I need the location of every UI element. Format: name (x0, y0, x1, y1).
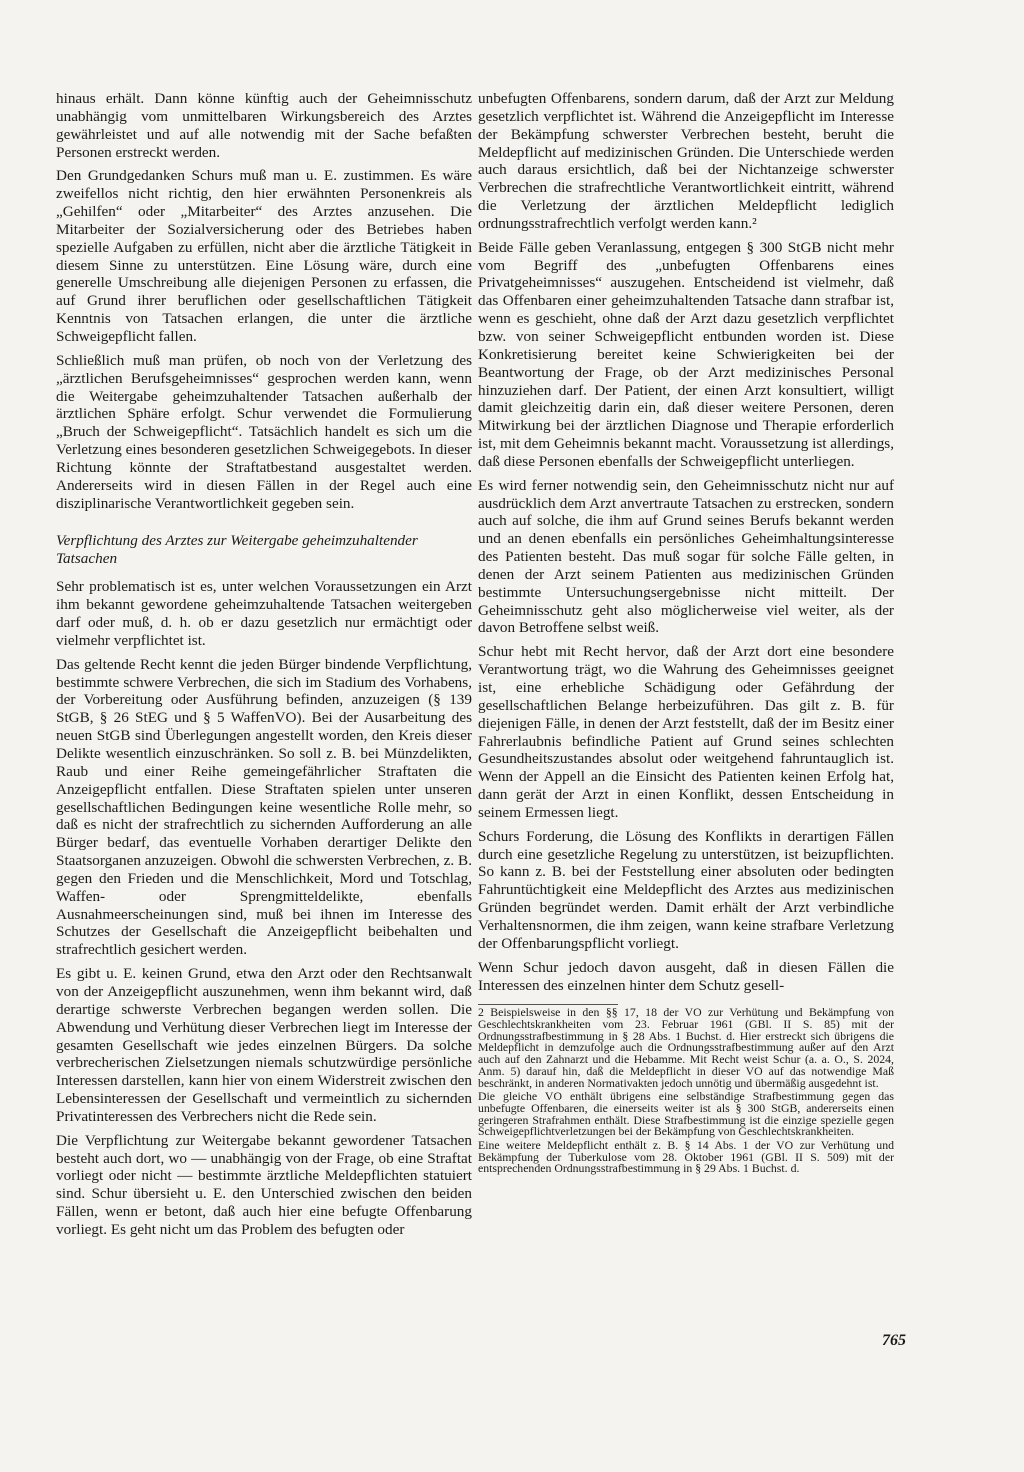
footnote: Die gleiche VO enthält übrigens eine selbständige Strafbestimmung gegen das unbefugte Offenbaren, die einerseits weiter ist als § 300 StGB, andererseits einen geringeren Strafrahmen enthält. Diese Strafbestimmung ist die einzige spezielle gegen Schweigepflichtverletzungen bei der Bekämpfung von Geschlechtskrankheiten. (478, 1089, 894, 1139)
paragraph: Die Verpflichtung zur Weitergabe bekannt gewordener Tatsachen besteht auch dort, wo — unabhängig von der Frage, ob eine Straftat vorliegt oder nicht — bestimmte ärztliche Meldepflichten statuiert sind. Schur übersieht u. E. den Unterschied zwischen den beiden Fällen, wenn er betont, daß auch hier eine befugte Offenbarung vorliegt. Es geht nicht um das Problem des befugten oder (56, 1131, 472, 1238)
paragraph: Wenn Schur jedoch davon ausgeht, daß in diesen Fällen die Interessen des einzelnen hinter dem Schutz gesell- (478, 958, 894, 994)
paragraph: Sehr problematisch ist es, unter welchen Voraussetzungen ein Arzt ihm bekannt gewordene geheimzuhaltende Tatsachen weitergeben darf oder muß, d. h. ob er dazu gesetzlich nur ermächtigt oder vielmehr verpflichtet ist. (56, 578, 472, 649)
paragraph: Das geltende Recht kennt die jeden Bürger bindende Verpflichtung, bestimmte schwere Verbrechen, die sich im Stadium des Vorhabens, der Vorbereitung oder Ausführung befinden, anzuzeigen (§ 139 StGB, § 26 StEG und § 5 WaffenVO). Bei der Ausarbeitung des neuen StGB sind Überlegungen angestellt worden, den Kreis dieser Delikte wesentlich einzuschränken. So soll z. B. bei Münzdelikten, Raub und einer Reihe gemeingefährlicher Straftaten die Anzeigepflicht entfallen. Diese Straftaten spielen unter unseren gesellschaftlichen Bedingungen keine wesentliche Rolle mehr, so daß es nicht der strafrechtlich zu sichernden Aufforderung an alle Bürger bedarf, das eventuelle Vorhaben derartiger Delikte den Staatsorganen anzuzeigen. Obwohl die schwersten Verbrechen, z. B. gegen den Frieden und die Menschlichkeit, Mord und Totschlag, Waffen- oder Sprengmitteldelikte, ebenfalls Ausnahmeerscheinungen sind, muß bei ihnen im Interesse des Schutzes der Gesellschaft die Anzeigepflicht beibehalten und strafrechtlich gesichert werden. (56, 655, 472, 959)
paragraph: Schur hebt mit Recht hervor, daß der Arzt dort eine besondere Verantwortung trägt, wo die Wahrung des Geheimnisses geeignet ist, eine erhebliche Schädigung oder Gefährdung der gesellschaftlichen Belange herbeizuführen. Das gilt z. B. für diejenigen Fälle, in denen der Arzt feststellt, daß der im Besitz einer Fahrerlaubnis befindliche Patient auf Grund seines schlechten Gesundheitszustandes absolut oder weitgehend fahruntauglich ist. Wenn der Appell an die Einsicht des Patienten keinen Erfolg hat, dann gerät der Arzt in einen Konflikt, dessen Entscheidung in seinem Ermessen liegt. (478, 643, 894, 821)
paragraph: Den Grundgedanken Schurs muß man u. E. zustimmen. Es wäre zweifellos nicht richtig, den hier erwähnten Personenkreis als „Gehilfen“ oder „Mitarbeiter“ des Arztes anzusehen. Die Mitarbeiter der Sozialversicherung oder des Betriebes haben spezielle Aufgaben zu erfüllen, nicht aber die ärztliche Tätigkeit in diesem Sinne zu unterstützen. Eine Lösung wäre, durch eine generelle Umschreibung alle diejenigen Personen zu erfassen, die auf Grund ihrer beruflichen oder gesellschaftlichen Tätigkeit Kenntnis von Tatsachen erlangen, die unter die ärztliche Schweigepflicht fallen. (56, 167, 472, 345)
paragraph: hinaus erhält. Dann könne künftig auch der Geheimnisschutz unabhängig vom unmittelbaren Wirkungsbereich des Arztes gewährleistet und auf alle notwendig mit der Sache befaßten Personen erstreckt werden. (56, 90, 472, 161)
paragraph: Schließlich muß man prüfen, ob noch von der Verletzung des „ärztlichen Berufsgeheimnisses“ gesprochen werden kann, wenn die Weitergabe geheimzuhaltender Tatsachen außerhalb der ärztlichen Sphäre erfolgt. Schur verwendet die Formulierung „Bruch der Schweigepflicht“. Tatsächlich handelt es sich um die Verletzung eines besonderen gesetzlichen Schweigegebots. In dieser Richtung könnte der Straftatbestand ausgestaltet werden. Andererseits wird in diesen Fällen in der Regel auch eine disziplinarische Verantwortlichkeit gegeben sein. (56, 351, 472, 512)
footnote: Eine weitere Meldepflicht enthält z. B. § 14 Abs. 1 der VO zur Verhütung und Bekämpfung der Tuberkulose vom 28. Oktober 1961 (GBl. II S. 509) mit der entsprechenden Ordnungsstrafbestimmung in § 29 Abs. 1 Buchst. d. (478, 1138, 894, 1176)
paragraph: Es gibt u. E. keinen Grund, etwa den Arzt oder den Rechtsanwalt von der Anzeigepflicht auszunehmen, wenn ihm bekannt wird, daß derartige schwerste Verbrechen begangen werden sollen. Die Abwendung und Verhütung dieser Verbrechen liegt im Interesse der gesamten Gesellschaft wie jedes einzelnen Bürgers. Da solche verbrecherischen Zielsetzungen niemals schutzwürdige persönliche Interessen darstellen, kann hier von einem Widerstreit zwischen den Lebensinteressen der Gesellschaft und vermeintlich zu sichernden Privatinteressen des Verbrechers nicht die Rede sein. (56, 965, 472, 1125)
footnote: 2 Beispielsweise in den §§ 17, 18 der VO zur Verhütung und Bekämpfung von Geschlechtskrankheiten vom 23. Februar 1961 (GBl. II S. 85) mit der Ordnungsstrafbestimmung in § 28 Abs. 1 Buchst. d. Hier erstreckt sich übrigens die Meldepflicht in demzufolge auch die Ordnungsstrafbestimmung außer auf den Arzt auch auf den Zahnarzt und die Hebamme. Mit Recht weist Schur (a. a. O., S. 2024, Anm. 5) darauf hin, daß die Meldepflicht in dieser VO auf das notwendige Maß beschränkt, in anderen Normativakten jedoch unnötig und übermäßig ausgedehnt ist. (478, 1005, 894, 1090)
left-column (56, 90, 472, 1245)
section-heading: Verpflichtung des Arztes zur Weitergabe geheimzuhaltender Tatsachen (56, 532, 418, 568)
paragraph: Schurs Forderung, die Lösung des Konflikts in derartigen Fällen durch eine gesetzliche Regelung zu unterstützen, ist beizupflichten. So kann z. B. bei der Feststellung einer absoluten oder bedingten Fahruntüchtigkeit eine Meldepflicht des Arztes aus medizinischen Gründen begründet werden. Damit erhält der Arzt verbindliche Verhaltensnormen, die ihm zeigen, wann keine strafbare Verletzung der Offenbarungspflicht vorliegt. (478, 827, 894, 952)
paragraph: unbefugten Offenbarens, sondern darum, daß der Arzt zur Meldung gesetzlich verpflichtet ist. Während die Anzeigepflicht im Interesse der Bekämpfung schwerster Verbrechen besteht, beruht die Meldepflicht auf medizinischen Gründen. Die Unterschiede werden auch daraus ersichtlich, daß bei der Nichtanzeige schwerster Verbrechen die strafrechtliche Verantwortlichkeit eintritt, während die Verletzung der ärztlichen Meldepflicht lediglich ordnungsstrafrechtlich verfolgt werden kann.² (478, 90, 894, 232)
page-number: 765 (882, 1332, 906, 1349)
right-column (478, 90, 894, 1177)
paragraph: Es wird ferner notwendig sein, den Geheimnisschutz nicht nur auf ausdrücklich dem Arzt anvertraute Tatsachen zu erstrecken, sondern auch auf solche, die ihm auf Grund seines Berufs bekannt werden und an denen ebenfalls ein persönliches Geheimhaltungsinteresse des Patienten besteht. Das muß sogar für solche Fälle gelten, in denen der Arzt seinem Patienten aus medizinischen Gründen bestimmte Untersuchungsergebnisse nicht mitteilt. Der Geheimnisschutz geht also möglicherweise viel weiter, als der davon Betroffene selbst weiß. (478, 476, 894, 637)
paragraph: Beide Fälle geben Veranlassung, entgegen § 300 StGB nicht mehr vom Begriff des „unbefugten Offenbarens eines Privatgeheimnisses“ auszugehen. Entscheidend ist vielmehr, daß das Offenbaren einer geheimzuhaltenden Tatsache dann strafbar ist, wenn es geschieht, ohne daß der Arzt dazu gesetzlich verpflichtet bzw. von seiner Schweigepflicht entbunden worden ist. Diese Konkretisierung bereitet keine Schwierigkeiten bei der Beantwortung der Frage, ob der Arzt medizinisches Personal hinzuziehen darf. Der Patient, der einen Arzt konsultiert, willigt damit gleichzeitig darin ein, daß dieser weitere Personen, deren Mitwirkung bei der ärztlichen Diagnose und Therapie erforderlich ist, mit dem Geheimnis bekannt macht. Voraussetzung ist allerdings, daß diese Personen ebenfalls der Schweigepflicht unterliegen. (478, 238, 894, 470)
